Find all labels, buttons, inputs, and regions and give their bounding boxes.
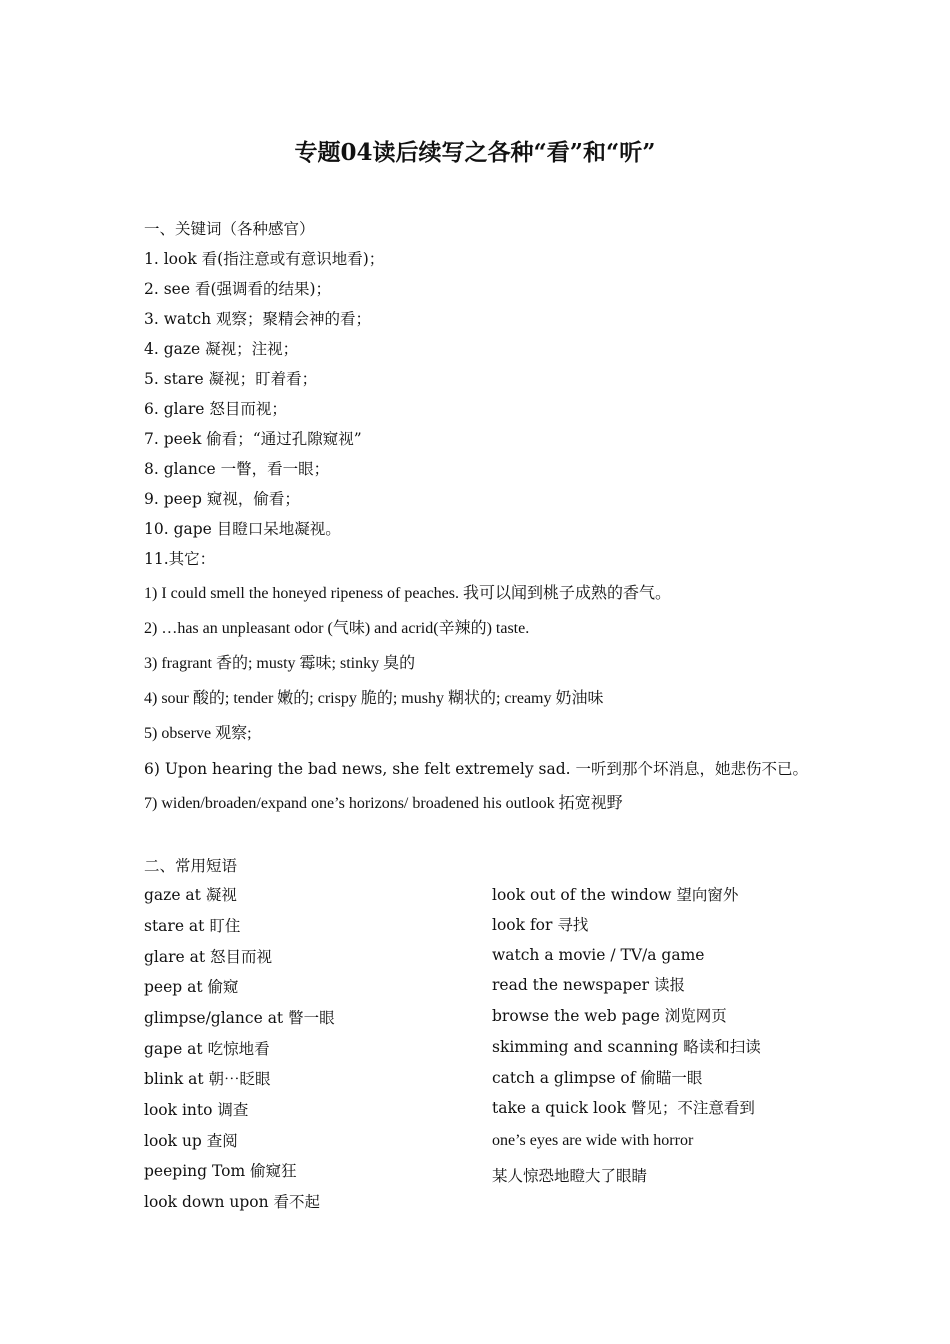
phrase-left-item: look into 调查 [144, 1101, 249, 1119]
keyword-item: 8. glance 一瞥，看一眼； [144, 460, 330, 478]
phrase-left-item: gape at 吃惊地看 [144, 1040, 270, 1058]
phrase-left-item: glare at 怒目而视 [144, 948, 273, 966]
phrase-left-item: stare at 盯住 [144, 917, 241, 935]
phrase-left-item: glimpse/glance at 瞥一眼 [144, 1009, 335, 1027]
phrase-left-item: blink at 朝⋯眨眼 [144, 1070, 271, 1088]
keyword-item: 1. look 看(指注意或有意识地看)； [144, 250, 385, 268]
other-sense-item: 6) Upon hearing the bad news, she felt extremely sad. 一听到那个坏消息，她悲伤不已。 [144, 760, 808, 778]
keyword-item: 10. gape 目瞪口呆地凝视。 [144, 520, 341, 538]
other-sense-item: 2) …has an unpleasant odor (气味) and acrid(辛辣的) taste. [144, 620, 530, 637]
keyword-item: 5. stare 凝视；盯着看； [144, 370, 318, 388]
phrase-right-item: look for 寻找 [492, 916, 589, 934]
phrase-left-item: look down upon 看不起 [144, 1193, 321, 1211]
other-sense-item: 3) fragrant 香的; musty 霉味; stinky 臭的 [144, 655, 416, 672]
phrase-left-item: look up 查阅 [144, 1132, 238, 1150]
phrase-right-item: browse the web page 浏览网页 [492, 1007, 727, 1025]
phrase-right-item: read the newspaper 读报 [492, 976, 685, 994]
other-sense-item: 1) I could smell the honeyed ripeness of peaches. 我可以闻到桃子成熟的香气。 [144, 585, 672, 602]
other-sense-item: 7) widen/broaden/expand one’s horizons/ broadened his outlook 拓宽视野 [144, 795, 623, 812]
keyword-item: 4. gaze 凝视；注视； [144, 340, 299, 358]
phrase-right-item: one’s eyes are wide with horror [492, 1132, 694, 1149]
phrase-left-item: gaze at 凝视 [144, 886, 237, 904]
keyword-item: 9. peep 窥视，偷看； [144, 490, 300, 508]
phrase-right-item: take a quick look 瞥见；不注意看到 [492, 1099, 755, 1117]
other-sense-item: 5) observe 观察; [144, 725, 252, 742]
section2-heading: 二、常用短语 [144, 857, 238, 875]
section1-heading: 一、关键词（各种感官） [144, 220, 315, 238]
phrase-right-item: 某人惊恐地瞪大了眼睛 [492, 1167, 648, 1185]
phrase-right-item: watch a movie / TV/a game [492, 946, 705, 964]
phrase-right-item: skimming and scanning 略读和扫读 [492, 1038, 761, 1056]
phrase-left-item: peeping Tom 偷窥狂 [144, 1162, 297, 1180]
keyword-item: 11.其它： [144, 550, 216, 568]
other-sense-item: 4) sour 酸的; tender 嫩的; crispy 脆的; mushy 糊状的; creamy 奶油味 [144, 690, 604, 707]
phrase-right-item: catch a glimpse of 偷瞄一眼 [492, 1069, 703, 1087]
keyword-item: 2. see 看(强调看的结果)； [144, 280, 332, 298]
page-title: 专题04读后续写之各种“看”和“听” [294, 139, 656, 166]
phrase-left-item: peep at 偷窥 [144, 978, 239, 996]
keyword-item: 6. glare 怒目而视； [144, 400, 287, 418]
keyword-item: 7. peek 偷看；“通过孔隙窥视” [144, 430, 362, 448]
keyword-item: 3. watch 观察；聚精会神的看； [144, 310, 372, 328]
phrase-right-item: look out of the window 望向窗外 [492, 886, 739, 904]
